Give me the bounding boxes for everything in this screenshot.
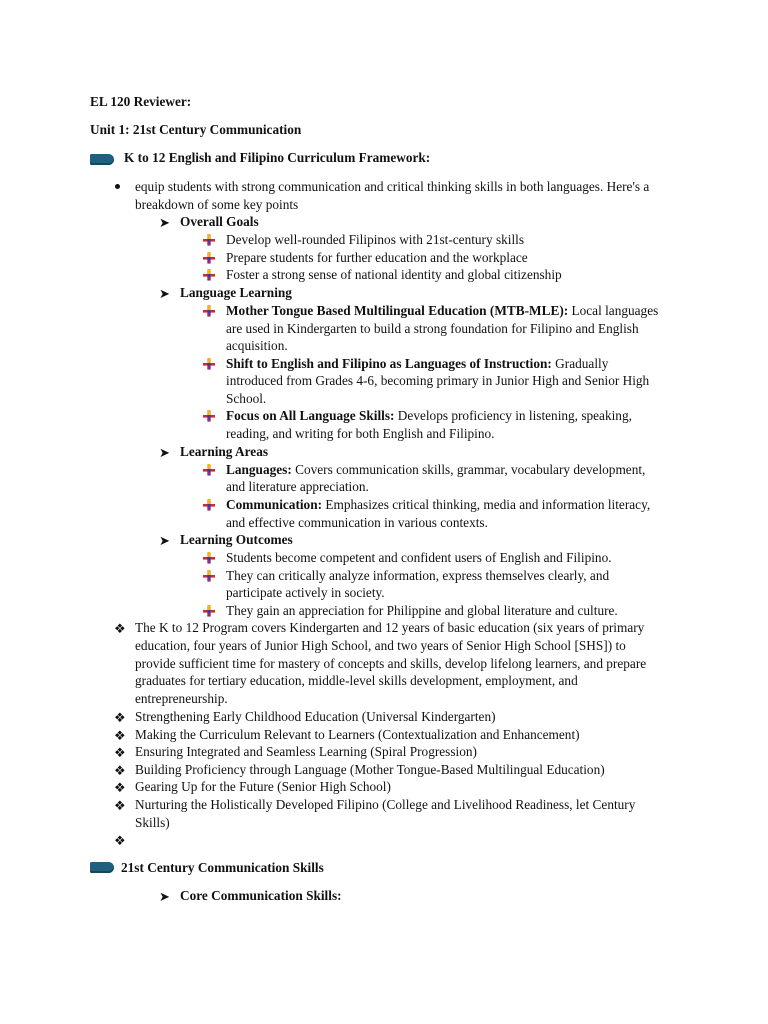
diamond-bullet-icon: ❖: [114, 798, 126, 813]
subheading-learning-outcomes: Learning Outcomes: [180, 532, 293, 547]
pushpin-icon: [203, 499, 215, 511]
list-item: Gearing Up for the Future (Senior High School): [135, 779, 391, 794]
paragraph-line: The K to 12 Program covers Kindergarten and 12 years of basic education (six years of primary: [135, 620, 645, 635]
document-title: EL 120 Reviewer:: [90, 94, 192, 109]
item-text: Local languages: [568, 303, 659, 318]
arrow-bullet-icon: ➤: [159, 533, 170, 548]
list-item-continuation: participate actively in society.: [226, 585, 385, 600]
list-item: Ensuring Integrated and Seamless Learning (Spiral Progression): [135, 744, 477, 759]
item-label: Focus on All Language Skills:: [226, 408, 395, 423]
list-item: Develop well-rounded Filipinos with 21st-century skills: [226, 232, 525, 247]
list-item: They gain an appreciation for Philippine and global literature and culture.: [226, 603, 618, 618]
list-item-continuation: School.: [226, 391, 267, 406]
pushpin-icon: [203, 269, 215, 281]
intro-line: equip students with strong communication and critical thinking skills in both languages. Here's a: [135, 179, 650, 194]
section-marker-icon: [90, 154, 114, 165]
diamond-bullet-icon: ❖: [114, 780, 126, 795]
round-bullet-icon: [115, 184, 120, 189]
pushpin-icon: [203, 358, 215, 370]
item-text: Gradually: [551, 356, 609, 371]
list-item: Students become competent and confident users of English and Filipino.: [226, 550, 612, 565]
item-label: Shift to English and Filipino as Languages of Instruction:: [226, 356, 552, 371]
pushpin-icon: [203, 552, 215, 564]
diamond-bullet-icon: ❖: [114, 763, 126, 778]
list-item-continuation: acquisition.: [226, 338, 288, 353]
list-item: They can critically analyze information, express themselves clearly, and: [226, 568, 610, 583]
list-item: Prepare students for further education and the workplace: [226, 250, 528, 265]
item-label: Mother Tongue Based Multilingual Education (MTB-MLE):: [226, 303, 569, 318]
diamond-bullet-icon: ❖: [114, 728, 126, 743]
list-item: [226, 302, 658, 320]
pushpin-icon: [203, 252, 215, 264]
subheading-overall-goals: Overall Goals: [180, 214, 259, 229]
paragraph-line: provide sufficient time for mastery of concepts and skills, develop lifelong learners, and prepare: [135, 656, 647, 671]
list-item-continuation: are used in Kindergarten to build a strong foundation for Filipino and English: [226, 321, 639, 336]
intro-line: breakdown of some key points: [135, 197, 299, 212]
unit-heading: Unit 1: 21st Century Communication: [90, 122, 302, 137]
paragraph-line: education, four years of Junior High School, and two years of Senior High School [SHS]) to: [135, 638, 626, 653]
list-item: Making the Curriculum Relevant to Learners (Contextualization and Enhancement): [135, 727, 580, 742]
arrow-bullet-icon: ➤: [159, 445, 170, 460]
pushpin-icon: [203, 234, 215, 246]
diamond-bullet-icon: ❖: [114, 621, 126, 636]
list-item: [226, 355, 608, 373]
list-item-continuation: and effective communication in various contexts.: [226, 515, 488, 530]
list-item: Nurturing the Holistically Developed Filipino (College and Livelihood Readiness, let Century: [135, 797, 636, 812]
subheading-core-skills: Core Communication Skills:: [180, 888, 342, 903]
list-item: Strengthening Early Childhood Education (Universal Kindergarten): [135, 709, 496, 724]
pushpin-icon: [203, 605, 215, 617]
diamond-bullet-icon: ❖: [114, 833, 126, 848]
subheading-language-learning: Language Learning: [180, 285, 292, 300]
item-text: Emphasizes critical thinking, media and information literacy,: [322, 497, 651, 512]
list-item-continuation: and literature appreciation.: [226, 479, 369, 494]
list-item: Building Proficiency through Language (Mother Tongue-Based Multilingual Education): [135, 762, 605, 777]
paragraph-line: graduates for tertiary education, middle-level skills development, employment, and: [135, 673, 578, 688]
diamond-bullet-icon: ❖: [114, 745, 126, 760]
pushpin-icon: [203, 410, 215, 422]
item-text: Covers communication skills, grammar, vocabulary development,: [291, 462, 646, 477]
item-label: Communication:: [226, 497, 323, 512]
paragraph-line: entrepreneurship.: [135, 691, 228, 706]
pushpin-icon: [203, 570, 215, 582]
section-heading: 21st Century Communication Skills: [121, 860, 324, 875]
arrow-bullet-icon: ➤: [159, 215, 170, 230]
pushpin-icon: [203, 464, 215, 476]
subheading-learning-areas: Learning Areas: [180, 444, 269, 459]
arrow-bullet-icon: ➤: [159, 889, 170, 904]
section-marker-icon: [90, 862, 114, 873]
item-text: Develops proficiency in listening, speaking,: [394, 408, 632, 423]
list-item: [226, 407, 632, 425]
list-item-continuation: reading, and writing for both English and Filipino.: [226, 426, 495, 441]
section-heading: K to 12 English and Filipino Curriculum Framework:: [124, 150, 431, 165]
list-item: [226, 461, 645, 479]
diamond-bullet-icon: ❖: [114, 710, 126, 725]
list-item-continuation: introduced from Grades 4-6, becoming primary in Junior High and Senior High: [226, 373, 650, 388]
item-label: Languages:: [226, 462, 292, 477]
arrow-bullet-icon: ➤: [159, 286, 170, 301]
list-item-continuation: Skills): [135, 815, 170, 830]
list-item: [226, 496, 650, 514]
pushpin-icon: [203, 305, 215, 317]
list-item: Foster a strong sense of national identity and global citizenship: [226, 267, 562, 282]
